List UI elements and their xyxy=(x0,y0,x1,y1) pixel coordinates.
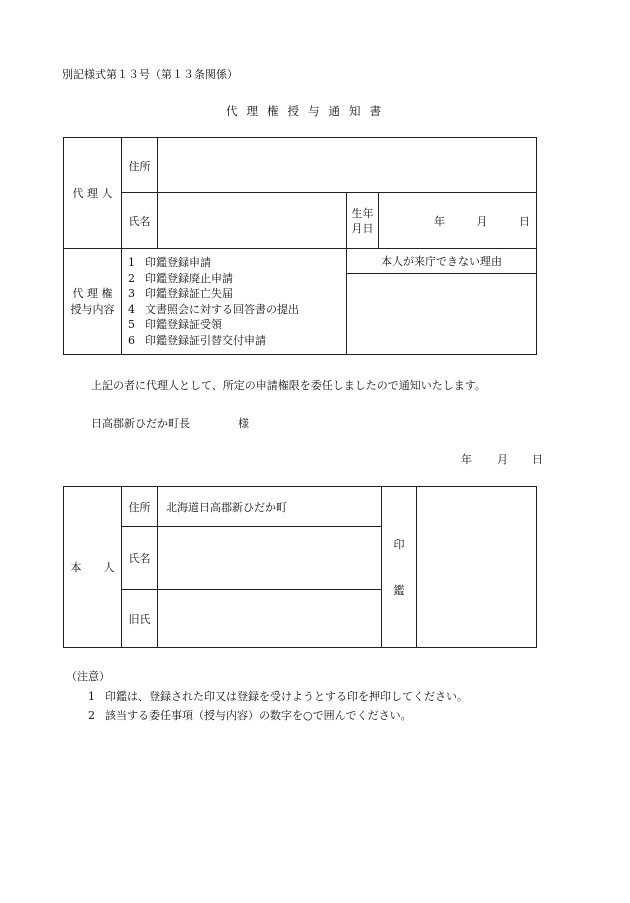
agent-label: 代 理 人 xyxy=(64,138,122,249)
note-item: 2 該当する委任事項（授与内容）の数字を○で囲んでください。 xyxy=(88,709,412,722)
addressee: 日高郡新ひだか町長 xyxy=(91,417,190,430)
person-address-field[interactable]: 北海道日高郡新ひだか町 xyxy=(158,487,382,527)
form-reference: 別記様式第１３号（第１３条関係） xyxy=(62,68,238,81)
former-name-label: 旧氏 xyxy=(122,590,158,648)
seal-label-line-1: 印 xyxy=(393,538,405,551)
birth-month-label: 月 xyxy=(476,214,488,228)
birth-date-field[interactable] xyxy=(379,193,537,249)
grant-item[interactable]: 2 印鑑登録廃止申請 xyxy=(128,271,233,285)
grant-label xyxy=(64,249,122,355)
note-item: 1 印鑑は、登録された印又は登録を受けようとする印を押印してください。 xyxy=(88,690,468,703)
birth-date-label xyxy=(347,193,379,249)
person-table xyxy=(63,486,537,648)
seal-label xyxy=(382,487,417,648)
former-name-field[interactable] xyxy=(158,590,382,648)
person-label: 本 人 xyxy=(64,487,122,648)
seal-box[interactable] xyxy=(417,487,537,648)
agent-name-field[interactable] xyxy=(158,193,347,249)
birth-label-line-2: 月日 xyxy=(351,221,374,235)
delegation-statement: 上記の者に代理人として、所定の申請権限を委任しましたので通知いたします。 xyxy=(91,379,486,392)
agent-table xyxy=(63,137,537,355)
reason-header: 本人が来庁できない理由 xyxy=(347,249,537,274)
date-month-label: 月 xyxy=(497,453,508,466)
birth-year-label: 年 xyxy=(434,214,445,228)
name-label: 氏名 xyxy=(122,193,158,249)
grant-label-line-1: 代 理 権 xyxy=(72,286,113,300)
seal-label-line-2: 鑑 xyxy=(393,584,405,597)
person-name-field[interactable] xyxy=(158,527,382,590)
grant-item[interactable]: 4 文書照会に対する回答書の提出 xyxy=(128,302,299,316)
grant-item[interactable]: 1 印鑑登録申請 xyxy=(128,256,211,269)
grant-item[interactable]: 5 印鑑登録証受領 xyxy=(128,318,222,331)
address-label: 住所 xyxy=(122,138,158,193)
address-label: 住所 xyxy=(122,487,158,527)
name-label: 氏名 xyxy=(122,527,158,590)
page-title: 代理権授与通知書 xyxy=(226,104,390,118)
reason-field[interactable] xyxy=(347,274,537,355)
grant-label-line-2: 授与内容 xyxy=(70,302,115,316)
grant-item[interactable]: 6 印鑑登録証引替交付申請 xyxy=(128,333,266,347)
notes-heading: （注意） xyxy=(66,670,110,683)
honorific: 様 xyxy=(238,417,249,430)
date-day-label: 日 xyxy=(532,453,543,466)
birth-label-line-1: 生年 xyxy=(351,206,374,220)
agent-address-field[interactable] xyxy=(158,138,537,193)
date-year-label: 年 xyxy=(461,453,472,466)
birth-day-label: 日 xyxy=(519,214,530,228)
grant-item[interactable]: 3 印鑑登録証亡失届 xyxy=(128,287,233,300)
grant-items-list xyxy=(122,249,347,355)
